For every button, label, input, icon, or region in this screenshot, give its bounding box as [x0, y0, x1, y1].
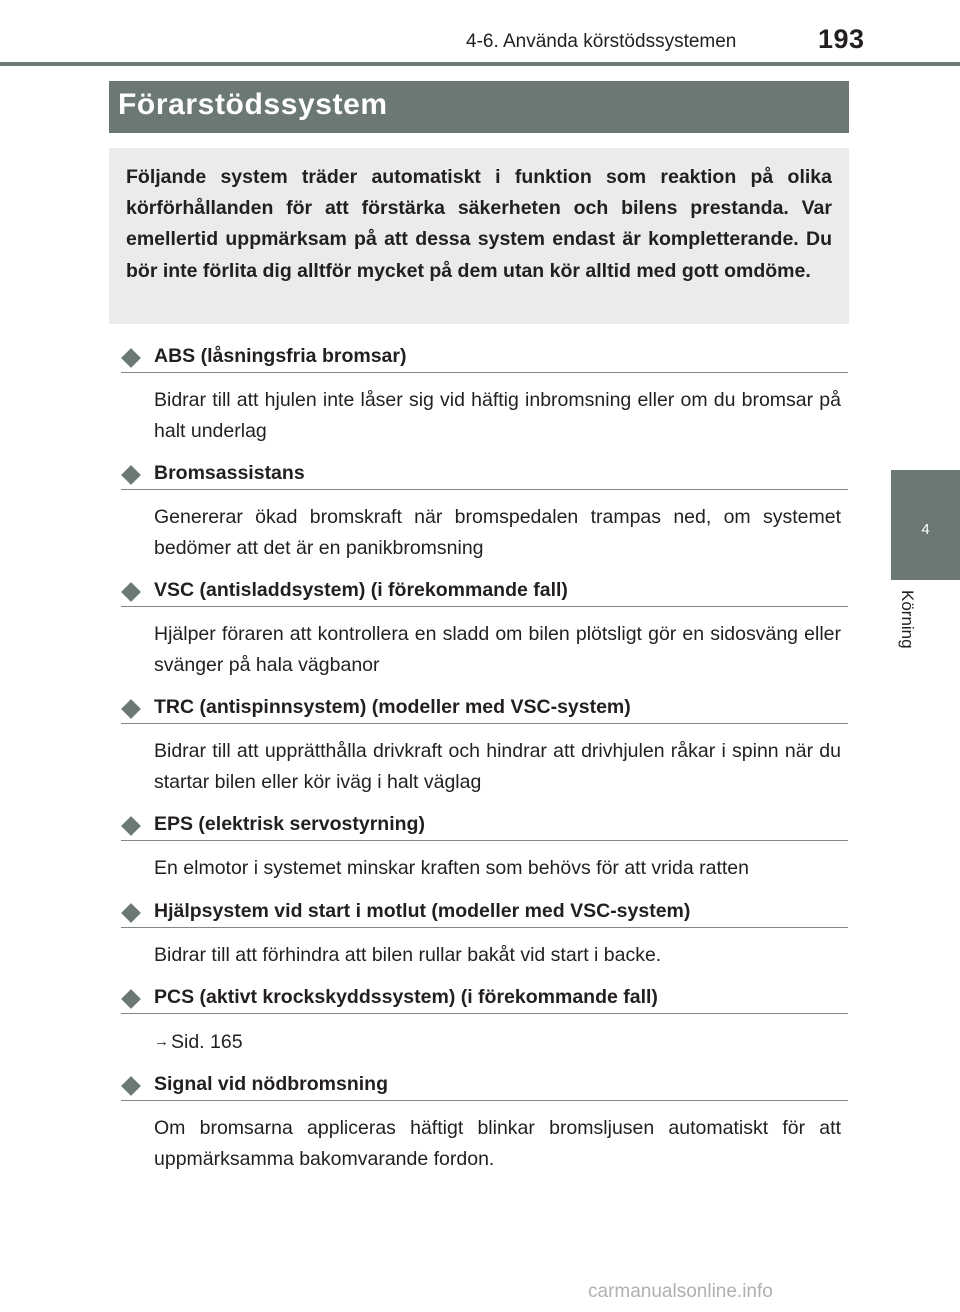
feature-heading	[121, 342, 848, 373]
feature-abs	[121, 342, 848, 447]
intro-box	[109, 148, 849, 324]
feature-eps	[121, 810, 848, 884]
feature-heading	[121, 459, 848, 490]
feature-trc	[121, 693, 848, 798]
feature-description: Bidrar till att upprätthålla drivkraft och hindrar att drivhjulen råkar i spinn när du startar bilen eller kör iväg i halt väglag	[154, 740, 841, 793]
title-banner	[109, 81, 849, 133]
feature-heading	[121, 983, 848, 1014]
feature-vsc	[121, 576, 848, 681]
feature-description: Bidrar till att förhindra att bilen rullar bakåt vid start i backe.	[154, 944, 662, 966]
intro-text: Följande system träder automatiskt i funktion som reaktion på olika körförhållanden för att förstärka säkerheten och bilens prestanda. Var emellertid uppmärksam på att dessa system endast är kompletterande. Du bör inte förlita dig alltför mycket på dem utan kör alltid med gott omdöme.	[126, 166, 832, 282]
feature-description: En elmotor i systemet minskar kraften som behövs för att vrida ratten	[154, 857, 749, 879]
feature-title: PCS (aktivt krockskyddssystem) (i förekommande fall)	[154, 986, 658, 1008]
chapter-label	[897, 590, 921, 680]
feature-hill-start	[121, 897, 848, 971]
feature-title: Bromsassistans	[154, 462, 305, 484]
feature-title: Hjälpsystem vid start i motlut (modeller med VSC-system)	[154, 900, 691, 922]
chapter-tab[interactable]	[891, 470, 960, 580]
page-number: 193	[818, 24, 865, 54]
diamond-bullet-icon	[121, 348, 141, 368]
feature-title: EPS (elektrisk servostyrning)	[154, 813, 425, 835]
feature-bromsassistans	[121, 459, 848, 564]
feature-heading	[121, 810, 848, 841]
feature-pcs	[121, 983, 848, 1058]
feature-description: Om bromsarna appliceras häftigt blinkar bromsljusen automatiskt för att uppmärksamma bakomvarande fordon.	[154, 1117, 841, 1170]
feature-emergency-brake-signal	[121, 1070, 848, 1175]
feature-description: Bidrar till att hjulen inte låser sig vid häftig inbromsning eller om du bromsar på halt underlag	[154, 389, 841, 442]
page-reference-text: Sid. 165	[171, 1031, 243, 1053]
diamond-bullet-icon	[121, 582, 141, 602]
diamond-bullet-icon	[121, 989, 141, 1009]
feature-title: Signal vid nödbromsning	[154, 1073, 388, 1095]
feature-description: Hjälper föraren att kontrollera en sladd om bilen plötsligt gör en sidosväng eller svänger på hala vägbanor	[154, 623, 841, 676]
feature-title: TRC (antispinnsystem) (modeller med VSC-system)	[154, 696, 631, 718]
feature-title: VSC (antisladdsystem) (i förekommande fall)	[154, 579, 568, 601]
diamond-bullet-icon	[121, 465, 141, 485]
feature-heading	[121, 693, 848, 724]
page-title: Förarstödssystem	[118, 88, 388, 121]
watermark: carmanualsonline.info	[588, 1281, 773, 1302]
header-divider	[0, 62, 960, 66]
page-reference[interactable]	[154, 1026, 841, 1058]
arrow-right-icon: →	[154, 1033, 169, 1050]
chapter-label-text: Körning	[898, 590, 917, 649]
diamond-bullet-icon	[121, 816, 141, 836]
diamond-bullet-icon	[121, 1076, 141, 1096]
feature-description: Genererar ökad bromskraft när bromspedalen trampas ned, om systemet bedömer att det är en panikbromsning	[154, 506, 841, 559]
diamond-bullet-icon	[121, 699, 141, 719]
header-section-title: 4-6. Använda körstödssystemen	[466, 31, 737, 52]
feature-title: ABS (låsningsfria bromsar)	[154, 345, 407, 367]
diamond-bullet-icon	[121, 903, 141, 923]
feature-heading	[121, 1070, 848, 1101]
feature-heading	[121, 576, 848, 607]
chapter-number: 4	[921, 521, 930, 538]
feature-heading	[121, 897, 848, 928]
